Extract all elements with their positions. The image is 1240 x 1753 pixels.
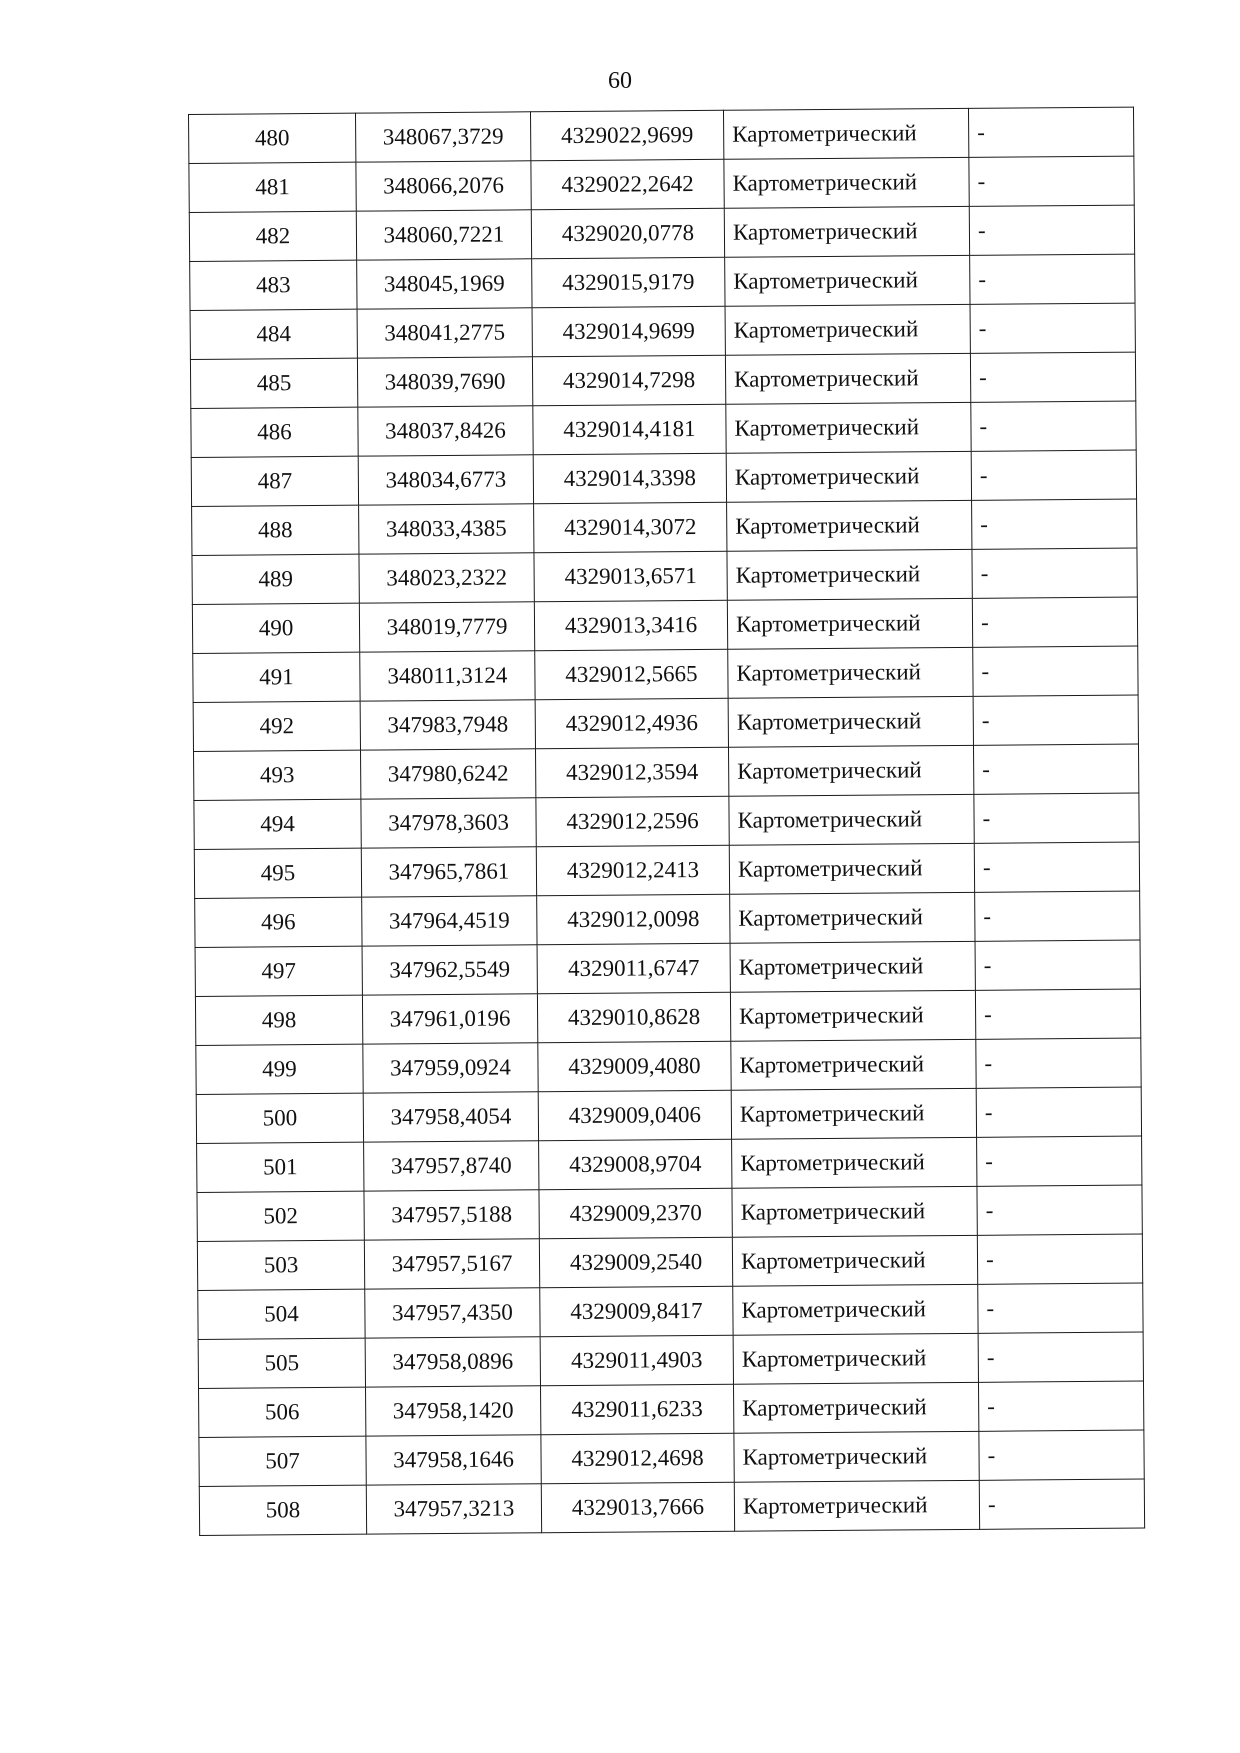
table-row <box>198 1332 1143 1388</box>
method-cell: Картометрический <box>727 549 972 600</box>
point-number-cell: 494 <box>194 799 361 849</box>
note-cell: - <box>978 1381 1143 1431</box>
method-cell: Картометрический <box>733 1333 978 1384</box>
point-number-cell: 483 <box>190 260 357 310</box>
y-coordinate-cell: 4329022,9699 <box>530 110 723 161</box>
x-coordinate-cell: 347958,4054 <box>363 1092 538 1142</box>
y-coordinate-cell: 4329013,3416 <box>534 600 727 651</box>
point-number-cell: 501 <box>197 1142 364 1192</box>
table-row <box>195 891 1140 947</box>
x-coordinate-cell: 347957,4350 <box>365 1288 540 1338</box>
note-cell: - <box>974 793 1139 843</box>
point-number-cell: 491 <box>193 652 360 702</box>
table-row <box>198 1283 1143 1339</box>
method-cell: Картометрический <box>733 1284 978 1335</box>
method-cell: Картометрический <box>734 1480 979 1531</box>
note-cell: - <box>972 548 1137 598</box>
note-cell: - <box>973 744 1138 794</box>
point-number-cell: 499 <box>196 1044 363 1094</box>
y-coordinate-cell: 4329012,0098 <box>537 894 730 945</box>
method-cell: Картометрический <box>725 255 970 306</box>
table-row <box>193 695 1138 751</box>
table-row <box>194 744 1139 800</box>
note-cell: - <box>968 107 1133 157</box>
table-row <box>190 352 1135 408</box>
point-number-cell: 503 <box>197 1240 364 1290</box>
point-number-cell: 488 <box>192 505 359 555</box>
point-number-cell: 508 <box>199 1485 366 1535</box>
note-cell: - <box>969 205 1134 255</box>
x-coordinate-cell: 348033,4385 <box>359 504 534 554</box>
point-number-cell: 482 <box>189 211 356 261</box>
table-row <box>189 205 1134 261</box>
x-coordinate-cell: 347957,8740 <box>364 1141 539 1191</box>
point-number-cell: 502 <box>197 1191 364 1241</box>
note-cell: - <box>978 1283 1143 1333</box>
note-cell: - <box>971 450 1136 500</box>
page-number: 60 <box>608 68 632 94</box>
method-cell: Картометрический <box>723 108 968 159</box>
method-cell: Картометрический <box>730 990 975 1041</box>
table-row <box>191 450 1136 506</box>
note-cell: - <box>977 1185 1142 1235</box>
y-coordinate-cell: 4329009,2540 <box>539 1237 732 1288</box>
table-row <box>197 1234 1142 1290</box>
table-row <box>199 1381 1144 1437</box>
note-cell: - <box>977 1136 1142 1186</box>
method-cell: Картометрический <box>725 353 970 404</box>
x-coordinate-cell: 347958,1646 <box>366 1435 541 1485</box>
x-coordinate-cell: 348066,2076 <box>356 161 531 211</box>
point-number-cell: 481 <box>189 162 356 212</box>
x-coordinate-cell: 347965,7861 <box>361 847 536 897</box>
table-row <box>191 401 1136 457</box>
note-cell: - <box>971 401 1136 451</box>
x-coordinate-cell: 348019,7779 <box>359 602 534 652</box>
x-coordinate-cell: 348041,2775 <box>357 308 532 358</box>
note-cell: - <box>972 597 1137 647</box>
x-coordinate-cell: 347957,5188 <box>364 1190 539 1240</box>
method-cell: Картометрический <box>728 745 973 796</box>
y-coordinate-cell: 4329012,2413 <box>536 845 729 896</box>
y-coordinate-cell: 4329012,2596 <box>536 796 729 847</box>
y-coordinate-cell: 4329022,2642 <box>531 159 724 210</box>
x-coordinate-cell: 347958,0896 <box>365 1337 540 1387</box>
note-cell: - <box>973 646 1138 696</box>
method-cell: Картометрический <box>732 1137 977 1188</box>
point-number-cell: 505 <box>198 1338 365 1388</box>
point-number-cell: 480 <box>189 113 356 163</box>
method-cell: Картометрический <box>727 598 972 649</box>
table-row <box>189 107 1134 163</box>
note-cell: - <box>970 352 1135 402</box>
note-cell: - <box>979 1430 1144 1480</box>
method-cell: Картометрический <box>725 304 970 355</box>
method-cell: Картометрический <box>732 1186 977 1237</box>
point-number-cell: 497 <box>195 946 362 996</box>
method-cell: Картометрический <box>727 500 972 551</box>
method-cell: Картометрический <box>733 1382 978 1433</box>
method-cell: Картометрический <box>731 1039 976 1090</box>
table-row <box>192 499 1137 555</box>
note-cell: - <box>976 1087 1141 1137</box>
x-coordinate-cell: 348045,1969 <box>357 259 532 309</box>
point-number-cell: 487 <box>191 456 358 506</box>
y-coordinate-cell: 4329020,0778 <box>531 208 724 259</box>
note-cell: - <box>975 989 1140 1039</box>
x-coordinate-cell: 348067,3729 <box>355 112 530 162</box>
coordinates-table-body <box>189 107 1145 1535</box>
method-cell: Картометрический <box>730 892 975 943</box>
table-row <box>190 254 1135 310</box>
x-coordinate-cell: 347957,3213 <box>366 1484 541 1534</box>
table-row <box>195 989 1140 1045</box>
y-coordinate-cell: 4329013,6571 <box>534 551 727 602</box>
point-number-cell: 485 <box>190 358 357 408</box>
point-number-cell: 496 <box>195 897 362 947</box>
note-cell: - <box>977 1234 1142 1284</box>
method-cell: Картометрический <box>724 206 969 257</box>
table-row <box>197 1136 1142 1192</box>
y-coordinate-cell: 4329014,7298 <box>532 355 725 406</box>
note-cell: - <box>974 842 1139 892</box>
method-cell: Картометрический <box>729 843 974 894</box>
point-number-cell: 498 <box>195 995 362 1045</box>
table-row <box>189 156 1134 212</box>
y-coordinate-cell: 4329009,8417 <box>540 1286 733 1337</box>
y-coordinate-cell: 4329015,9179 <box>532 257 725 308</box>
x-coordinate-cell: 348023,2322 <box>359 553 534 603</box>
x-coordinate-cell: 348011,3124 <box>360 651 535 701</box>
coordinates-table <box>188 107 1145 1536</box>
y-coordinate-cell: 4329008,9704 <box>539 1139 732 1190</box>
note-cell: - <box>976 1038 1141 1088</box>
table-row <box>192 597 1137 653</box>
x-coordinate-cell: 348039,7690 <box>357 357 532 407</box>
note-cell: - <box>978 1332 1143 1382</box>
method-cell: Картометрический <box>732 1235 977 1286</box>
table-row <box>195 940 1140 996</box>
x-coordinate-cell: 347980,6242 <box>361 749 536 799</box>
x-coordinate-cell: 347978,3603 <box>361 798 536 848</box>
y-coordinate-cell: 4329011,4903 <box>540 1335 733 1386</box>
method-cell: Картометрический <box>728 696 973 747</box>
method-cell: Картометрический <box>726 451 971 502</box>
point-number-cell: 500 <box>196 1093 363 1143</box>
point-number-cell: 490 <box>192 603 359 653</box>
note-cell: - <box>973 695 1138 745</box>
note-cell: - <box>972 499 1137 549</box>
table-row <box>192 548 1137 604</box>
note-cell: - <box>970 254 1135 304</box>
table-row <box>196 1038 1141 1094</box>
y-coordinate-cell: 4329011,6233 <box>540 1384 733 1435</box>
table-row <box>199 1430 1144 1486</box>
method-cell: Картометрический <box>729 794 974 845</box>
table-row <box>193 646 1138 702</box>
note-cell: - <box>979 1479 1144 1529</box>
table-row <box>194 842 1139 898</box>
method-cell: Картометрический <box>730 941 975 992</box>
point-number-cell: 484 <box>190 309 357 359</box>
point-number-cell: 489 <box>192 554 359 604</box>
x-coordinate-cell: 347964,4519 <box>362 896 537 946</box>
note-cell: - <box>970 303 1135 353</box>
method-cell: Картометрический <box>726 402 971 453</box>
method-cell: Картометрический <box>734 1431 979 1482</box>
point-number-cell: 506 <box>199 1387 366 1437</box>
y-coordinate-cell: 4329012,4698 <box>541 1433 734 1484</box>
x-coordinate-cell: 347959,0924 <box>363 1043 538 1093</box>
method-cell: Картометрический <box>728 647 973 698</box>
y-coordinate-cell: 4329014,9699 <box>532 306 725 357</box>
point-number-cell: 504 <box>198 1289 365 1339</box>
x-coordinate-cell: 347957,5167 <box>364 1239 539 1289</box>
point-number-cell: 493 <box>194 750 361 800</box>
table-row <box>194 793 1139 849</box>
y-coordinate-cell: 4329009,4080 <box>538 1041 731 1092</box>
y-coordinate-cell: 4329010,8628 <box>537 992 730 1043</box>
x-coordinate-cell: 347962,5549 <box>362 945 537 995</box>
y-coordinate-cell: 4329013,7666 <box>541 1482 734 1533</box>
y-coordinate-cell: 4329014,3398 <box>533 453 726 504</box>
y-coordinate-cell: 4329011,6747 <box>537 943 730 994</box>
point-number-cell: 507 <box>199 1436 366 1486</box>
y-coordinate-cell: 4329012,3594 <box>535 747 728 798</box>
y-coordinate-cell: 4329009,2370 <box>539 1188 732 1239</box>
table-row <box>196 1087 1141 1143</box>
note-cell: - <box>975 940 1140 990</box>
x-coordinate-cell: 348037,8426 <box>358 406 533 456</box>
point-number-cell: 492 <box>193 701 360 751</box>
table-row <box>197 1185 1142 1241</box>
x-coordinate-cell: 347961,0196 <box>362 994 537 1044</box>
note-cell: - <box>969 156 1134 206</box>
method-cell: Картометрический <box>731 1088 976 1139</box>
y-coordinate-cell: 4329014,3072 <box>534 502 727 553</box>
table-row <box>190 303 1135 359</box>
y-coordinate-cell: 4329012,4936 <box>535 698 728 749</box>
y-coordinate-cell: 4329012,5665 <box>535 649 728 700</box>
x-coordinate-cell: 347983,7948 <box>360 700 535 750</box>
y-coordinate-cell: 4329009,0406 <box>538 1090 731 1141</box>
point-number-cell: 495 <box>194 848 361 898</box>
table-row <box>199 1479 1144 1535</box>
y-coordinate-cell: 4329014,4181 <box>533 404 726 455</box>
note-cell: - <box>975 891 1140 941</box>
point-number-cell: 486 <box>191 407 358 457</box>
x-coordinate-cell: 348060,7221 <box>356 210 531 260</box>
x-coordinate-cell: 347958,1420 <box>366 1386 541 1436</box>
method-cell: Картометрический <box>724 157 969 208</box>
x-coordinate-cell: 348034,6773 <box>358 455 533 505</box>
